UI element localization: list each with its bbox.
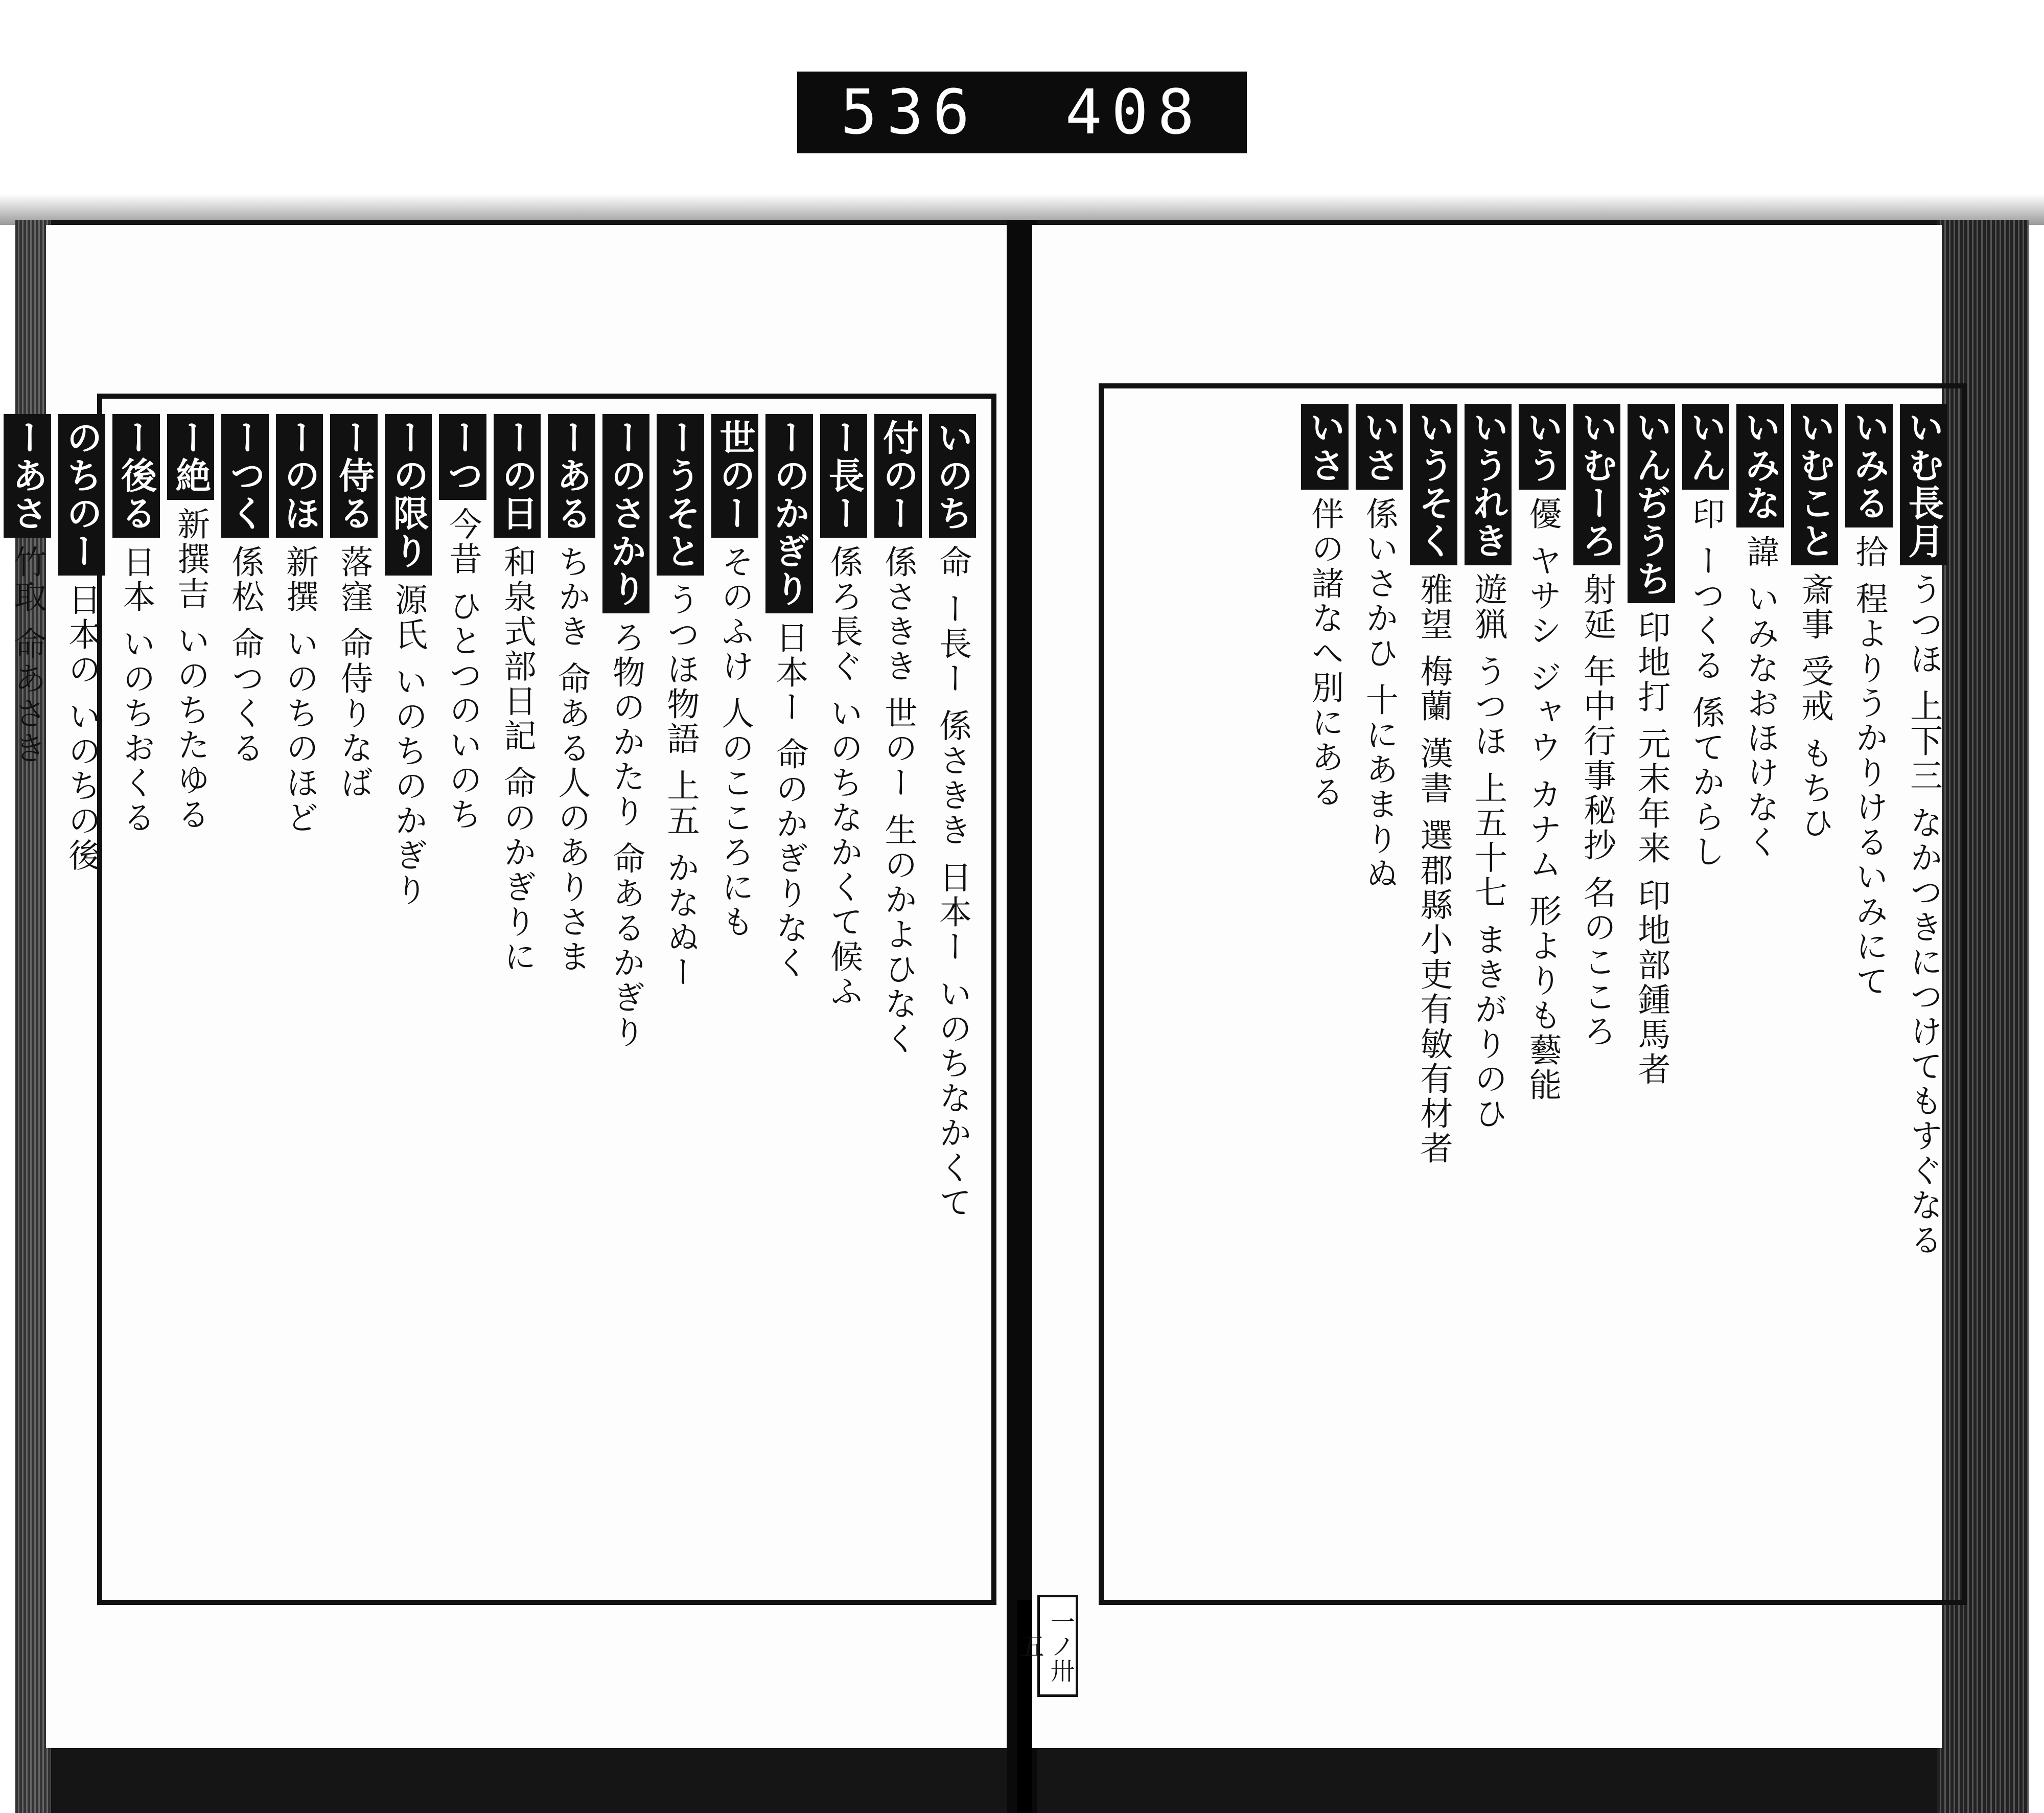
text-column [1900, 404, 1947, 1585]
headword: ーつ [439, 414, 486, 500]
entry-text: 印 ーつくる 係てからし [1687, 497, 1725, 869]
headword: ー侍る [330, 414, 378, 538]
headword: ーの日 [494, 414, 541, 538]
entry-text: 日本 いのちおくる [117, 545, 155, 836]
headword: いのち [929, 414, 977, 538]
entry-text: 係さきき 世のー 生のかよひなく [879, 545, 917, 1057]
headword: いみる [1845, 404, 1893, 527]
text-column [711, 414, 759, 1585]
entry-text: 係松 命つくる [226, 545, 264, 766]
text-column [657, 414, 704, 1585]
headword: ーあさ [4, 414, 51, 538]
entry-text: 諱 いみなおほけなく [1741, 535, 1779, 860]
entry-text: 伴の諸なへ別にある [1306, 497, 1344, 810]
entry-text: 印地打 元末年来 印地部鍾馬者 [1632, 610, 1670, 1087]
headword: 付のー [874, 414, 922, 538]
text-column [112, 414, 160, 1585]
headword: ーのさかり [602, 414, 650, 613]
text-column [548, 414, 595, 1585]
text-column [874, 414, 922, 1585]
headword: ー絶 [167, 414, 215, 500]
text-column [4, 414, 51, 1585]
entry-text: うつほ 上下三 なかつきにつけてもすぐなる [1904, 572, 1942, 1258]
page-number-box: 一ノ卅五 [1037, 1595, 1078, 1697]
headword: いさ [1301, 404, 1349, 490]
entry-text: ちかき 命ある人のありさま [552, 545, 591, 975]
headword: ーのかぎり [765, 414, 813, 613]
entry-text: 拾 程よりうかりけるいみにて [1850, 535, 1888, 999]
entry-text: ろ物のかたり 命あるかぎり [607, 621, 645, 1050]
text-column [1410, 404, 1457, 1585]
text-column [929, 414, 977, 1585]
entry-text: 遊猟 うつほ 上五十七 まきがりのひ [1469, 572, 1507, 1132]
entry-text: 和泉式部日記 命のかぎりに [498, 545, 536, 975]
headword: いむこと [1791, 404, 1839, 565]
headword: いんぢうち [1628, 404, 1675, 603]
headword: いうそく [1410, 404, 1457, 565]
right-page [1032, 225, 1942, 1748]
text-column [820, 414, 868, 1585]
headword: ーつく [221, 414, 269, 538]
text-column [1736, 404, 1784, 1585]
entry-text: 落窪 命侍りなば [335, 545, 373, 801]
archive-number-plate [797, 72, 1247, 153]
text-column [167, 414, 215, 1585]
entry-text: 射延 年中行事秘抄 名のこころ [1578, 572, 1616, 1049]
headword: いうれき [1465, 404, 1512, 565]
headword: ーうそと [657, 414, 704, 576]
text-column [276, 414, 323, 1585]
headword: いさ [1356, 404, 1403, 490]
headword: いむーろ [1573, 404, 1621, 565]
text-column [221, 414, 269, 1585]
left-text-frame [6, 394, 996, 1605]
headword: ーの限り [385, 414, 432, 576]
text-column [58, 414, 106, 1585]
text-column [1519, 404, 1566, 1585]
headword: いう [1519, 404, 1566, 490]
text-column [1301, 404, 1349, 1585]
text-column [439, 414, 486, 1585]
right-columns [1119, 404, 1947, 1585]
text-column [1682, 404, 1730, 1585]
text-column [1356, 404, 1403, 1585]
plate-left-number: 536 [840, 77, 979, 148]
headword: ーある [548, 414, 595, 538]
entry-text: 源氏 いのちのかぎり [389, 583, 427, 908]
left-page [6, 225, 1012, 1748]
text-column [330, 414, 378, 1585]
headword: いん [1682, 404, 1730, 490]
entry-text: 斎事 受戒 もちひ [1796, 572, 1833, 841]
entry-text: 優 ヤサシ ジャウ カナム 形よりも藝能 [1523, 497, 1562, 1103]
headword: ー後る [112, 414, 160, 538]
entry-text: 日本の いのちの後 [63, 583, 101, 874]
entry-text: そのふけ 人のこころにも [716, 545, 754, 940]
headword: いみな [1736, 404, 1784, 527]
plate-right-number: 408 [1065, 77, 1204, 148]
left-columns [6, 414, 976, 1585]
text-column [1573, 404, 1621, 1585]
text-column [1845, 404, 1893, 1585]
text-column [602, 414, 650, 1585]
open-book [6, 220, 2029, 1813]
bookmark-ribbon [1017, 1600, 1032, 1813]
headword: ー長ー [820, 414, 868, 538]
text-column [385, 414, 432, 1585]
entry-text: 竹取 命あさき [8, 545, 47, 766]
headword: ーのほ [276, 414, 323, 538]
entry-text: 新撰 いのちのほど [281, 545, 318, 836]
text-column [1628, 404, 1675, 1585]
text-column [1791, 404, 1839, 1585]
entry-text: うつほ物語 上五 かなぬー [661, 583, 700, 990]
entry-text: 係いさかひ 十にあまりぬ [1360, 497, 1398, 892]
right-text-frame [1099, 383, 1967, 1605]
text-column [494, 414, 541, 1585]
headword: 世のー [711, 414, 759, 538]
headword: いむ長月 [1900, 404, 1947, 565]
entry-text: 日本ー 命のかぎりなく [770, 621, 808, 981]
text-column [765, 414, 813, 1585]
entry-text: 係ろ長ぐ いのちなかくて候ふ [825, 545, 863, 1009]
entry-text: 今昔 ひとつのいのち [444, 507, 482, 833]
text-column [1465, 404, 1512, 1585]
entry-text: 雅望 梅蘭 漢書 選郡縣小吏有敏有材者 [1414, 572, 1453, 1166]
entry-text: 命 ー長ー 係さきき 日本ー いのちなかくて [934, 545, 971, 1221]
entry-text: 新撰吉 いのちたゆる [172, 507, 210, 833]
headword: のちのー [58, 414, 106, 576]
